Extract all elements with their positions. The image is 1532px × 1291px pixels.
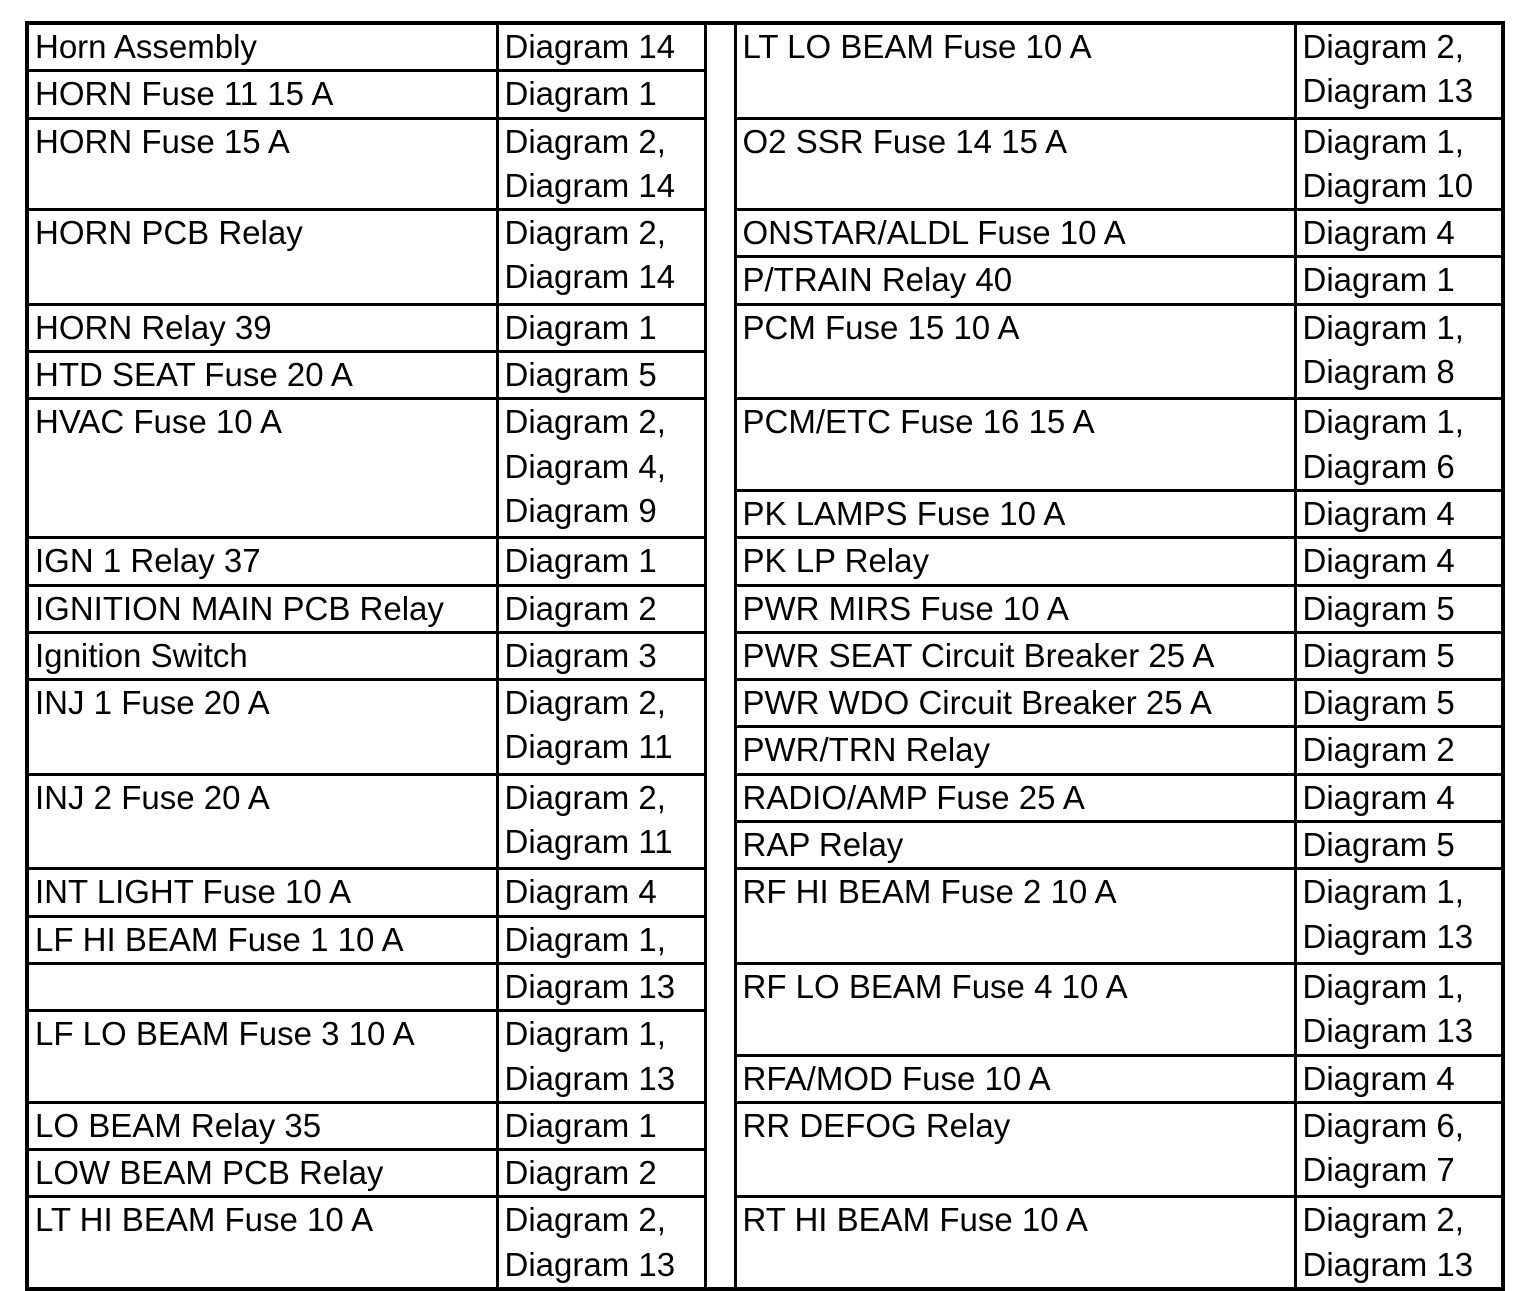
component-name-cell: Ignition Switch [27, 632, 497, 679]
table-row [27, 963, 1503, 1010]
component-name-cell: LF LO BEAM Fuse 3 10 A [27, 1011, 497, 1103]
table-row [27, 1102, 1503, 1149]
diagram-ref-cell: Diagram 4 [1295, 1055, 1503, 1102]
diagram-ref-cell: Diagram 5 [1295, 822, 1503, 869]
table-row [27, 304, 1503, 351]
diagram-ref-cell: Diagram 5 [1295, 585, 1503, 632]
diagram-ref-cell: Diagram 2, Diagram 13 [497, 1197, 705, 1289]
diagram-ref-cell: Diagram 14 [497, 23, 705, 71]
diagram-ref-cell: Diagram 4 [1295, 210, 1503, 257]
diagram-ref-cell: Diagram 1, Diagram 13 [1295, 869, 1503, 964]
diagram-ref-cell: Diagram 1 [1295, 257, 1503, 304]
diagram-ref-cell: Diagram 2, Diagram 11 [497, 680, 705, 775]
component-name-cell: PWR/TRN Relay [735, 727, 1295, 774]
component-name-cell: INJ 2 Fuse 20 A [27, 774, 497, 869]
component-name-cell: ONSTAR/ALDL Fuse 10 A [735, 210, 1295, 257]
table-row [27, 23, 1503, 71]
diagram-ref-cell: Diagram 1 [497, 304, 705, 351]
component-name-cell: HTD SEAT Fuse 20 A [27, 352, 497, 399]
diagram-ref-cell: Diagram 1 [497, 538, 705, 585]
component-name-cell: HORN Fuse 11 15 A [27, 71, 497, 118]
diagram-ref-cell: Diagram 1, Diagram 8 [1295, 304, 1503, 399]
component-name-cell: O2 SSR Fuse 14 15 A [735, 118, 1295, 210]
diagram-ref-cell: Diagram 2, Diagram 11 [497, 774, 705, 869]
component-name-cell: PK LAMPS Fuse 10 A [735, 490, 1295, 537]
diagram-ref-cell: Diagram 1, Diagram 6 [1295, 399, 1503, 491]
component-name-cell: HVAC Fuse 10 A [27, 399, 497, 538]
table-row [27, 538, 1503, 585]
component-name-cell: HORN Relay 39 [27, 304, 497, 351]
component-name-cell: INT LIGHT Fuse 10 A [27, 869, 497, 916]
diagram-ref-cell: Diagram 4 [1295, 538, 1503, 585]
diagram-ref-cell: Diagram 3 [497, 632, 705, 679]
table-row [27, 585, 1503, 632]
diagram-ref-cell: Diagram 1, Diagram 13 [497, 1011, 705, 1103]
component-name-cell: LF HI BEAM Fuse 1 10 A [27, 916, 497, 963]
diagram-ref-cell: Diagram 6, Diagram 7 [1295, 1102, 1503, 1197]
component-name-cell: PCM Fuse 15 10 A [735, 304, 1295, 399]
component-name-cell: IGN 1 Relay 37 [27, 538, 497, 585]
component-name-cell: IGNITION MAIN PCB Relay [27, 585, 497, 632]
diagram-ref-cell: Diagram 4 [1295, 490, 1503, 537]
diagram-ref-cell: Diagram 1, Diagram 10 [1295, 118, 1503, 210]
table-row [27, 680, 1503, 727]
diagram-ref-cell: Diagram 5 [1295, 680, 1503, 727]
component-name-cell: LO BEAM Relay 35 [27, 1102, 497, 1149]
component-name-cell: PK LP Relay [735, 538, 1295, 585]
diagram-ref-cell: Diagram 1, [497, 916, 705, 963]
component-name-cell: RR DEFOG Relay [735, 1102, 1295, 1197]
column-separator [705, 23, 735, 1289]
diagram-ref-cell: Diagram 4 [1295, 774, 1503, 821]
diagram-ref-cell: Diagram 2, Diagram 13 [1295, 1197, 1503, 1289]
diagram-ref-cell: Diagram 5 [497, 352, 705, 399]
diagram-ref-cell: Diagram 2, Diagram 14 [497, 118, 705, 210]
table-row [27, 210, 1503, 257]
diagram-ref-cell: Diagram 1 [497, 1102, 705, 1149]
diagram-ref-cell: Diagram 5 [1295, 632, 1503, 679]
component-name-cell: RF LO BEAM Fuse 4 10 A [735, 963, 1295, 1055]
component-name-cell: HORN PCB Relay [27, 210, 497, 305]
table-row [27, 632, 1503, 679]
table-row [27, 774, 1503, 821]
diagram-ref-cell: Diagram 13 [497, 963, 705, 1010]
component-name-cell: Horn Assembly [27, 23, 497, 71]
component-name-cell: INJ 1 Fuse 20 A [27, 680, 497, 775]
component-name-cell: PWR MIRS Fuse 10 A [735, 585, 1295, 632]
component-name-cell [27, 963, 497, 1010]
index-table-body [27, 23, 1503, 1289]
diagram-ref-cell: Diagram 1 [497, 71, 705, 118]
diagram-ref-cell: Diagram 2 [497, 585, 705, 632]
component-name-cell: RADIO/AMP Fuse 25 A [735, 774, 1295, 821]
component-name-cell: PWR WDO Circuit Breaker 25 A [735, 680, 1295, 727]
diagram-ref-cell: Diagram 2 [497, 1150, 705, 1197]
diagram-ref-cell: Diagram 2, Diagram 13 [1295, 23, 1503, 118]
component-name-cell: RFA/MOD Fuse 10 A [735, 1055, 1295, 1102]
component-name-cell: PCM/ETC Fuse 16 15 A [735, 399, 1295, 491]
component-name-cell: RF HI BEAM Fuse 2 10 A [735, 869, 1295, 964]
component-name-cell: LT LO BEAM Fuse 10 A [735, 23, 1295, 118]
component-name-cell: RAP Relay [735, 822, 1295, 869]
component-diagram-index-table [25, 21, 1505, 1291]
diagram-ref-cell: Diagram 1, Diagram 13 [1295, 963, 1503, 1055]
component-name-cell: HORN Fuse 15 A [27, 118, 497, 210]
component-name-cell: RT HI BEAM Fuse 10 A [735, 1197, 1295, 1289]
component-name-cell: P/TRAIN Relay 40 [735, 257, 1295, 304]
component-name-cell: PWR SEAT Circuit Breaker 25 A [735, 632, 1295, 679]
diagram-ref-cell: Diagram 4 [497, 869, 705, 916]
diagram-ref-cell: Diagram 2, Diagram 4, Diagram 9 [497, 399, 705, 538]
diagram-ref-cell: Diagram 2, Diagram 14 [497, 210, 705, 305]
component-name-cell: LOW BEAM PCB Relay [27, 1150, 497, 1197]
component-name-cell: LT HI BEAM Fuse 10 A [27, 1197, 497, 1289]
table-row [27, 869, 1503, 916]
diagram-ref-cell: Diagram 2 [1295, 727, 1503, 774]
